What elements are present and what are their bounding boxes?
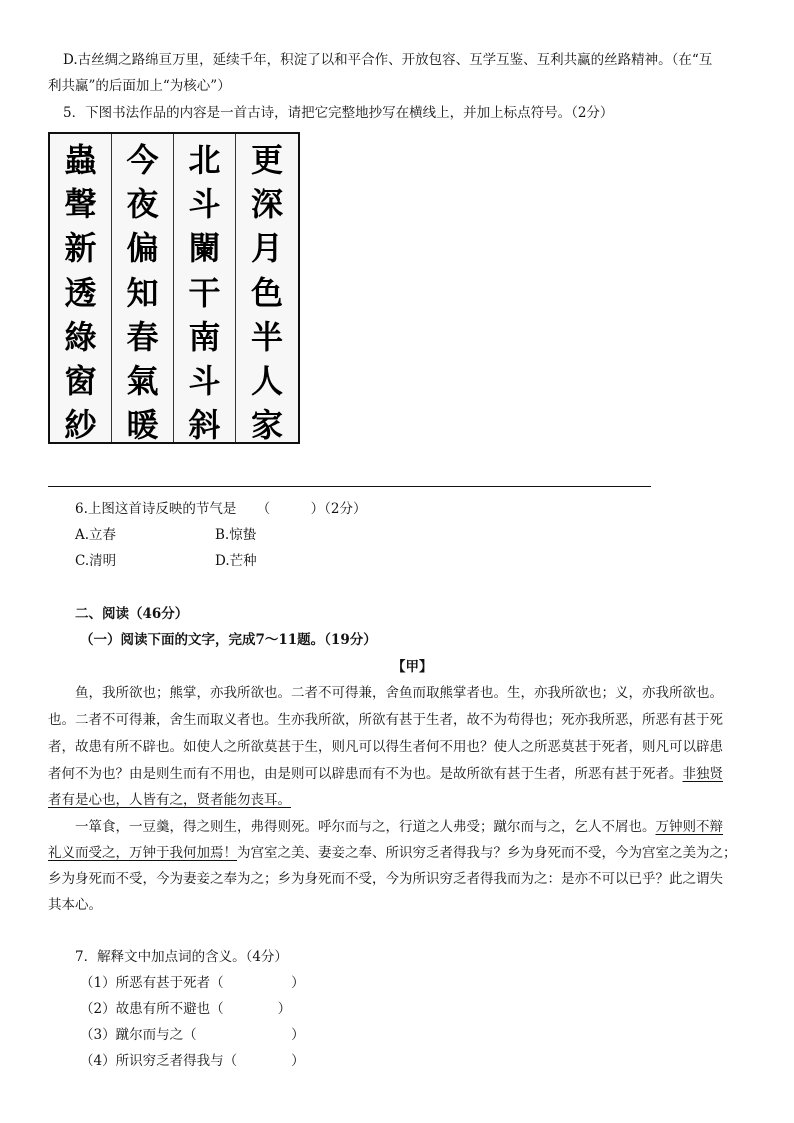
section-subtitle: （一）阅读下面的文字，完成7～11题。（19分）	[80, 632, 377, 648]
calligraphy-character: 半	[250, 317, 283, 356]
calligraphy-character: 紗	[64, 406, 97, 445]
calligraphy-column	[50, 134, 112, 445]
calligraphy-character: 深	[250, 185, 283, 224]
calligraphy-character: 斗	[188, 362, 221, 400]
calligraphy-artwork	[48, 132, 300, 444]
passage-line: 鱼，我所欲也；熊掌，亦我所欲也。二者不可得兼，舍鱼而取熊掌者也。生，亦我所欲也；义，亦我所欲也。	[75, 685, 723, 701]
option-d-line: D.古丝绸之路绵亘万里，延续千年，积淀了以和平合作、开放包容、互学互鉴、互利共赢的丝路精神。（在“互	[63, 52, 713, 68]
passage-line: 乡为身死而不受，今为妻妾之奉为之；乡为身死而不受，今为所识穷乏者得我而为之：是亦不可以已乎？此之谓失	[48, 871, 723, 887]
calligraphy-character: 暖	[126, 406, 159, 445]
question-6: 6.上图这首诗反映的节气是 （ ）（2分）	[75, 501, 367, 517]
option-b[interactable]: B.惊蛰	[215, 527, 257, 543]
calligraphy-character: 斗	[188, 185, 221, 224]
calligraphy-character: 月	[250, 229, 283, 268]
calligraphy-character: 窗	[64, 362, 97, 400]
calligraphy-character: 知	[126, 273, 159, 312]
question-5: 5．下图书法作品的内容是一首古诗，请把它完整地抄写在横线上，并加上标点符号。（2分）	[63, 105, 614, 121]
calligraphy-character: 今	[126, 141, 159, 179]
passage-line	[75, 815, 723, 835]
calligraphy-character: 更	[250, 141, 283, 179]
passage-line: 其本心。	[48, 897, 102, 913]
passage-text: 者何不为也？由是则生而有不用也，由是则可以辟患而有不为也。是故所欲有甚于生者，所恶有甚于死者。	[48, 766, 683, 782]
question-7: 7．解释文中加点词的含义。（4分）	[75, 949, 288, 965]
option-a[interactable]: A.立春	[75, 527, 117, 543]
section-title: 二、阅读（46分）	[75, 606, 189, 622]
calligraphy-character: 闌	[188, 229, 221, 268]
calligraphy-character: 偏	[126, 229, 159, 268]
calligraphy-column	[112, 134, 174, 445]
q7-item-2[interactable]: （2）故患有所不避也（ ）	[80, 1001, 292, 1017]
passage-line	[48, 841, 737, 861]
underlined-sentence: 者有是心也，人皆有之，贤者能勿丧耳。	[48, 792, 291, 808]
option-d[interactable]: D.芒种	[215, 553, 257, 569]
calligraphy-character: 北	[188, 141, 221, 179]
calligraphy-character: 夜	[126, 185, 159, 224]
passage-line: 也。二者不可得兼，舍生而取义者也。生亦我所欲，所欲有甚于生者，故不为苟得也；死亦我所恶，所恶有甚于死	[48, 712, 723, 728]
underlined-sentence: 礼义而受之，万钟于我何加焉！	[48, 845, 237, 861]
q7-item-4[interactable]: （4）所识穷乏者得我与（ ）	[80, 1053, 305, 1069]
calligraphy-character: 綠	[64, 317, 97, 356]
option-d-continuation: 利共赢”的后面加上“为核心”）	[48, 78, 231, 94]
passage-line: 者，故患有所不辟也。如使人之所欲莫甚于生，则凡可以得生者何不用也？使人之所恶莫甚于死者，则凡可以辟患	[48, 739, 723, 755]
calligraphy-column	[174, 134, 236, 445]
calligraphy-character: 聲	[64, 185, 97, 224]
calligraphy-character: 人	[250, 362, 283, 400]
calligraphy-character: 蟲	[64, 141, 97, 179]
calligraphy-character: 透	[64, 273, 97, 312]
calligraphy-character: 斜	[188, 406, 221, 445]
q7-item-3[interactable]: （3）蹴尔而与之（ ）	[80, 1027, 305, 1043]
q7-item-1[interactable]: （1）所恶有甚于死者（ ）	[80, 975, 305, 991]
option-c[interactable]: C.清明	[75, 553, 117, 569]
calligraphy-character: 色	[250, 273, 283, 312]
passage-text: 一箪食，一豆羹，得之则生，弗得则死。呼尔而与之，行道之人弗受；蹴尔而与之，乞人不屑也。	[75, 819, 656, 835]
calligraphy-character: 春	[126, 317, 159, 356]
answer-line[interactable]	[48, 486, 651, 487]
underlined-sentence: 万钟则不辩	[655, 819, 723, 835]
calligraphy-character: 氣	[126, 362, 159, 400]
calligraphy-character: 家	[250, 406, 283, 445]
calligraphy-column	[236, 134, 298, 445]
calligraphy-character: 南	[188, 317, 221, 356]
underlined-sentence: 非独贤	[682, 766, 723, 782]
passage-label: 【甲】	[392, 659, 433, 675]
passage-text: 为宫室之美、妻妾之奉、所识穷乏者得我与？乡为身死而不受，今为宫室之美为之；	[237, 845, 737, 861]
passage-line	[48, 762, 723, 782]
calligraphy-character: 干	[188, 273, 221, 312]
calligraphy-character: 新	[64, 229, 97, 268]
